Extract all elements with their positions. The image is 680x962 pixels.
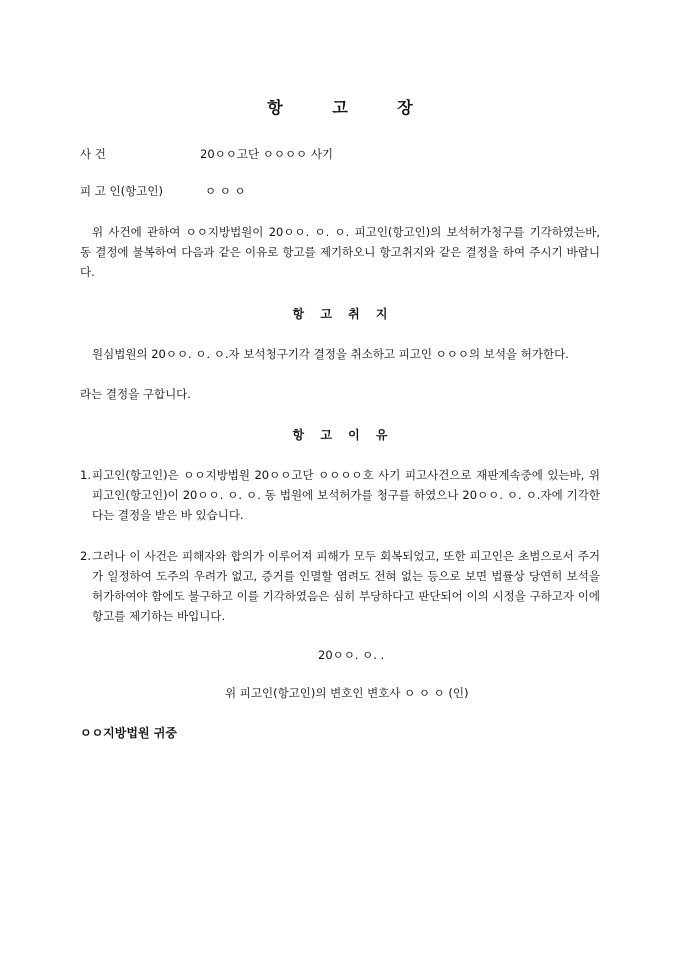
signer-line: 위 피고인(항고인)의 변호인 변호사 ㅇ ㅇ ㅇ (인): [225, 686, 469, 700]
reason-item-2: [80, 546, 600, 626]
case-label: 사 건: [80, 147, 106, 161]
intro-text: 위 사건에 관하여 ㅇㅇ지방법원이 20ㅇㅇ. ㅇ. ㅇ. 피고인(항고인)의 보석허가청구를 기각하였는바, 동 결정에 불복하여 다음과 같은 이유로 항고를 제기하오니 항고취지와 같은 결정을 하여 주시기 바랍니다.: [80, 225, 600, 279]
reason-number: 2.: [80, 549, 91, 563]
reasons-heading: 항 고 이 유: [292, 428, 394, 442]
reason-number: 1.: [80, 468, 91, 482]
defendant-label: 피 고 인(항고인): [80, 184, 163, 198]
reason-text: 그러나 이 사건은 피해자와 합의가 이루어져 피해가 모두 회복되었고, 또한 피고인은 초범으로서 주거가 일정하여 도주의 우려가 없고, 증거를 인멸할 염려도 전혀 없는 등으로 보면 법률상 당연히 보석을 허가하여야 함에도 불구하고 이를 기각하였음은 심히 부당하다고 판단되어 이의 시정을 구하고자 이에 항고를 제기하는 바입니다.: [92, 549, 600, 623]
purpose-heading: 항 고 취 지: [292, 307, 394, 321]
document-title: 항 고 장: [267, 98, 435, 117]
reason-item-1: [80, 465, 600, 525]
purpose-paragraph: [80, 344, 600, 364]
filing-date: 20ㅇㅇ. ㅇ. .: [318, 648, 385, 662]
case-value: 20ㅇㅇ고단 ㅇㅇㅇㅇ 사기: [200, 147, 334, 161]
recipient-court: ㅇㅇ지방법원 귀중: [80, 726, 177, 740]
intro-paragraph: [80, 222, 600, 282]
defendant-name: ㅇ ㅇ ㅇ: [205, 184, 246, 198]
purpose-closing: 라는 결정을 구합니다.: [80, 387, 191, 401]
reason-text: 피고인(항고인)은 ㅇㅇ지방법원 20ㅇㅇ고단 ㅇㅇㅇㅇ호 사기 피고사건으로 재판계속중에 있는바, 위 피고인(항고인)이 20ㅇㅇ. ㅇ. ㅇ. 동 법원에 보석허가를 청구를 하였으나 20ㅇㅇ. ㅇ. ㅇ.자에 기각한다는 결정을 받은 바 있습니다.: [92, 468, 600, 522]
purpose-text: 원심법원의 20ㅇㅇ. ㅇ. ㅇ.자 보석청구기각 결정을 취소하고 피고인 ㅇㅇㅇ의 보석을 허가한다.: [92, 347, 569, 361]
